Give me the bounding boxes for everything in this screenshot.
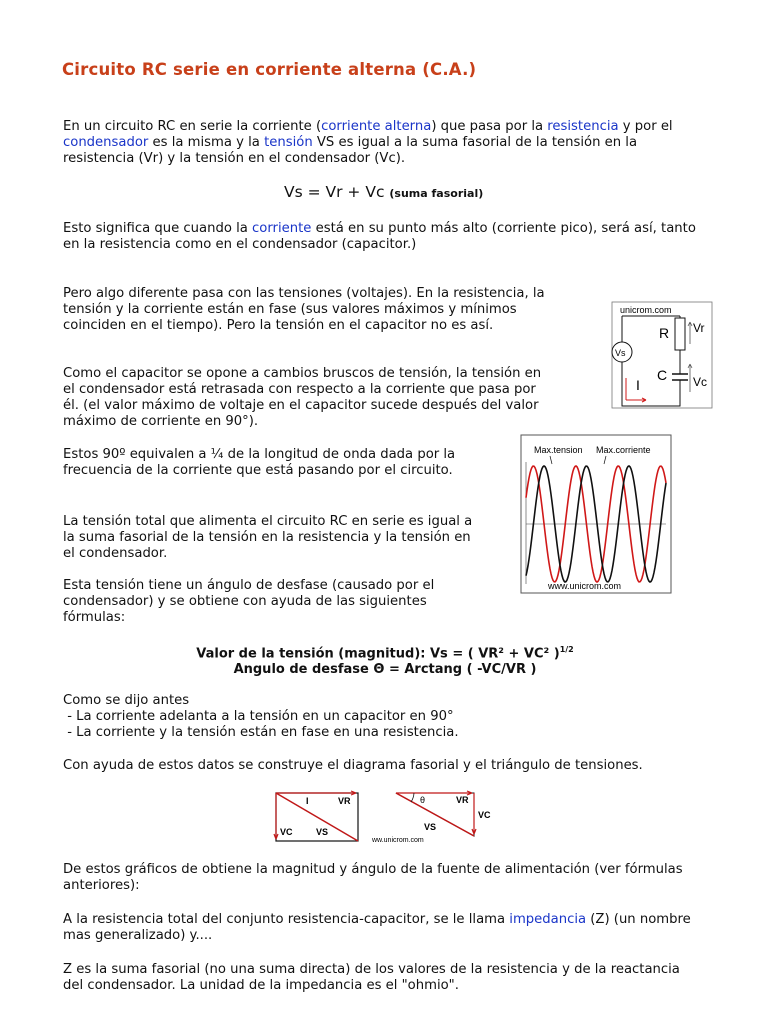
recap-block [63, 693, 663, 741]
diagram-paragraph: Con ayuda de estos datos se construye el diagrama fasorial y el triángulo de tensiones. [63, 758, 643, 773]
impedance-text-2: (Z) (un nombre mas generalizado) y.... [63, 912, 691, 943]
link-corriente[interactable]: corriente [252, 221, 312, 236]
impedance-paragraph [63, 912, 703, 944]
main-formula [284, 183, 483, 201]
angle-formula: Angulo de desfase Θ = Arctang ( -VC/VR ) [233, 662, 537, 678]
phasor-vc-label: VC [280, 827, 293, 837]
intro-text-4: es la misma y la [148, 135, 265, 150]
link-condensador[interactable]: condensador [63, 135, 149, 150]
triangle-vc-arrow [472, 793, 476, 834]
link-impedancia[interactable]: impedancia [509, 912, 587, 927]
waveform-chart [520, 434, 672, 594]
triangle-vc-label: VC [478, 810, 491, 820]
theta-arc [411, 793, 414, 802]
intro-text-1: En un circuito RC en serie la corriente ( [63, 119, 322, 134]
obtain-paragraph: De estos gráficos de obtiene la magnitud y ángulo de la fuente de alimentación (ver fórmulas anteriores): [63, 862, 683, 893]
vr-label: Vr [693, 321, 705, 335]
ninety-degrees-paragraph: Estos 90º equivalen a ¼ de la longitud de onda dada por la frecuencia de la corriente que está pasando por el circuito. [63, 447, 456, 478]
resistor-label: R [659, 325, 670, 341]
page-title: Circuito RC serie en corriente alterna (C.A.) [62, 60, 477, 79]
phasor-watermark: ww.unicrom.com [372, 837, 424, 844]
capacitor-paragraph: Como el capacitor se opone a cambios bruscos de tensión, la tensión en el condensador está retrasada con respecto a la corriente que pasa por él. (el valor máximo de voltaje en el capacitor sucede después del valor máximo de corriente en 90°). [63, 366, 542, 429]
phasor-vr-label: VR [338, 796, 351, 806]
capacitor-label: C [657, 367, 668, 383]
circuit-watermark: unicrom.com [620, 305, 672, 315]
magnitude-exponent: 1/2 [559, 645, 574, 654]
z-paragraph: Z es la suma fasorial (no una suma directa) de los valores de la resistencia y de la reactancia del condensador. La unidad de la impedancia es el "ohmio". [63, 962, 680, 993]
recap-item-1: - La corriente adelanta a la tensión en un capacitor en 90° [63, 709, 454, 724]
main-formula-text: Vs = Vr + Vc [284, 183, 385, 201]
vc-label: Vc [693, 375, 708, 389]
total-voltage-paragraph: La tensión total que alimenta el circuito RC en serie es igual a la suma fasorial de la tensión en la resistencia y la tensión en el condensador. [63, 514, 473, 561]
phasor-vs-label: VS [316, 827, 329, 837]
link-resistencia[interactable]: resistencia [547, 119, 619, 134]
different-paragraph: Pero algo diferente pasa con las tensiones (voltajes). En la resistencia, la tensión y la corriente están en fase (sus valores máximos y mínimos coinciden en el tiempo). Pero la tensión en el capacitor no es así. [63, 286, 545, 333]
intro-text-5: VS es igual a la suma fasorial de la tensión en la resistencia (Vr) y la tensión en el condensador (Vc). [63, 135, 638, 166]
phasor-diagrams [268, 788, 508, 844]
recap-heading: Como se dijo antes [63, 693, 190, 708]
peak-paragraph [63, 221, 703, 253]
impedance-text-1: A la resistencia total del conjunto resistencia-capacitor, se le llama [63, 912, 510, 927]
resistor-symbol [675, 318, 685, 350]
recap-item-2: - La corriente y la tensión están en fase en una resistencia. [63, 725, 459, 740]
waveform-watermark: www.unicrom.com [548, 581, 622, 591]
intro-text-3: y por el [618, 119, 673, 134]
intro-paragraph [63, 119, 703, 167]
triangle-vr-label: VR [456, 795, 469, 805]
phasor-i-label: I [306, 796, 309, 806]
main-formula-note: (suma fasorial) [389, 187, 484, 200]
magnitude-formula [180, 642, 590, 662]
current-label: I [636, 377, 640, 393]
formulas-block [180, 642, 590, 678]
link-tension[interactable]: tensión [264, 135, 313, 150]
theta-label: θ [420, 795, 426, 805]
rc-circuit-diagram [610, 300, 715, 410]
triangle-vs-label: VS [424, 822, 437, 832]
source-label: Vs [615, 348, 626, 358]
angle-paragraph: Esta tensión tiene un ángulo de desfase (causado por el condensador) y se obtiene con ayuda de las siguientes fórmulas: [63, 578, 435, 625]
peak-text-2: está en su punto más alto (corriente pico), será así, tanto en la resistencia como en el condensador (capacitor.) [63, 221, 696, 252]
max-current-label: Max.corriente [596, 445, 651, 455]
magnitude-formula-text: Valor de la tensión (magnitud): Vs = ( VR² + VC² ) [196, 646, 560, 662]
intro-text-2: ) que pasa por la [431, 119, 548, 134]
peak-text-1: Esto significa que cuando la [63, 221, 253, 236]
max-voltage-label: Max.tension [534, 445, 583, 455]
link-corriente-alterna[interactable]: corriente alterna [321, 119, 432, 134]
